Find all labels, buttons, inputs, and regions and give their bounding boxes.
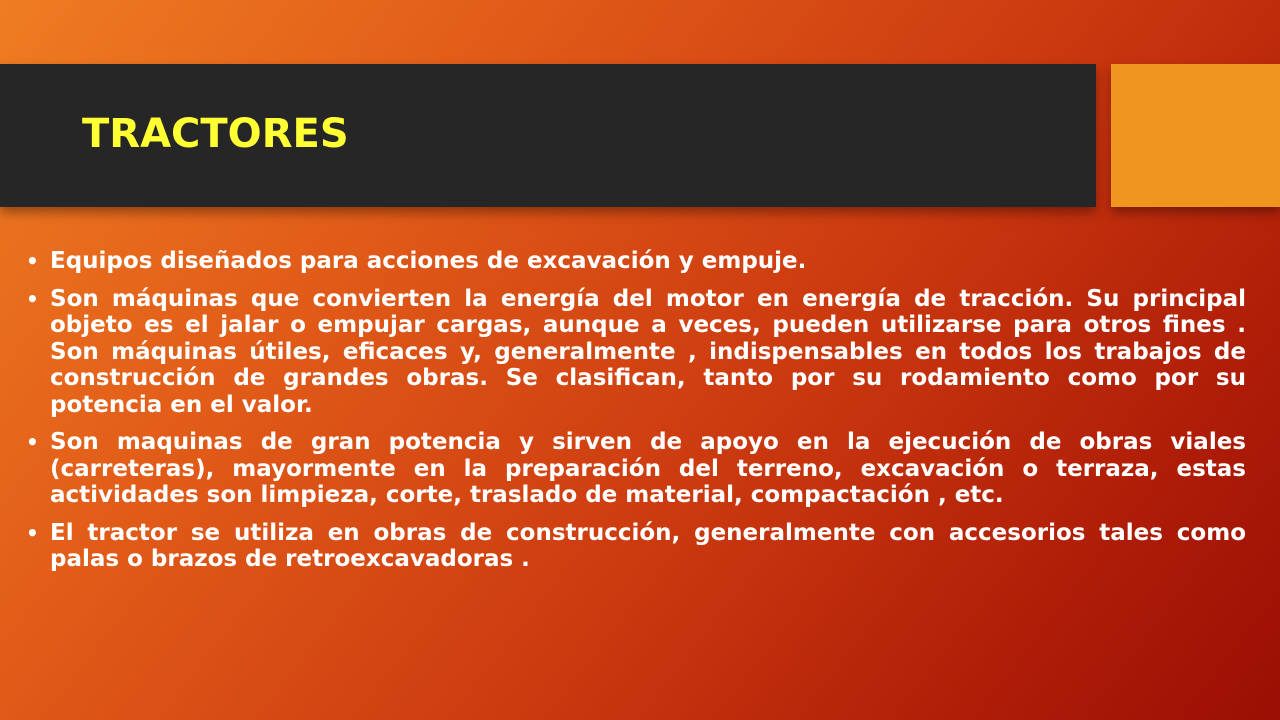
bullet-text: El tractor se utiliza en obras de construcción, generalmente con accesorios tales como palas o brazos de retroexcavadoras . — [50, 519, 1246, 572]
bullet-icon: • — [26, 286, 39, 311]
bullet-item — [26, 248, 1246, 275]
bullet-icon: • — [26, 430, 39, 454]
bullet-item — [26, 520, 1246, 573]
bullet-text: Son maquinas de gran potencia y sirven de apoyo en la ejecución de obras viales (carreteras), mayormente en la preparación del terreno, excavación o terraza, estas actividades son limpieza, corte, traslado de material, compactación , etc. — [50, 429, 1246, 508]
bullet-text: Equipos diseñados para acciones de excavación y empuje. — [50, 248, 807, 274]
title-bar — [0, 64, 1096, 207]
slide-title: TRACTORES — [82, 111, 349, 157]
bullet-icon: • — [26, 520, 39, 545]
bullet-item — [26, 286, 1246, 419]
bullet-text: Son máquinas que convierten la energía del motor en energía de tracción. Su principal objeto es el jalar o empujar cargas, aunque a veces, pueden utilizarse para otros fines . Son máquinas útiles, eficaces y, generalmente , indispensables en todos los trabajos de construcción de grandes obras. Se clasifican, tanto por su rodamiento como por su potencia en el valor. — [50, 285, 1246, 418]
accent-box — [1111, 64, 1280, 207]
bullet-icon: • — [26, 249, 39, 273]
bullet-list — [26, 248, 1246, 584]
bullet-item — [26, 429, 1246, 509]
